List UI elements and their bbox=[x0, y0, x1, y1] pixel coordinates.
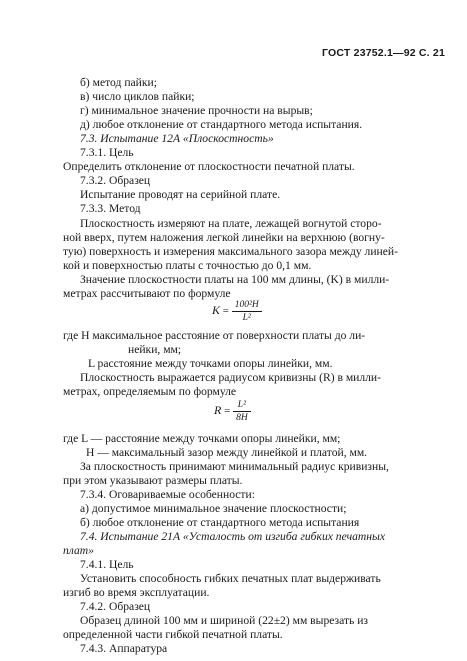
paragraph-line: при этом указывают размеры платы. bbox=[63, 474, 243, 487]
list-item-v: в) число циклов пайки; bbox=[80, 90, 195, 103]
paragraph-line: ной вверх, путем наложения легкой линейки на верхнюю (вогну- bbox=[63, 231, 385, 244]
formula-r bbox=[214, 400, 251, 423]
paragraph-line: метрах рассчитывают по формуле bbox=[63, 287, 231, 300]
definition-line: L расстояние между точками опоры линейки, мм. bbox=[88, 357, 333, 370]
definition-line: где L — расстояние между точками опоры линейки, мм; bbox=[63, 432, 341, 445]
subsection-heading: 7.4.3. Аппаратура bbox=[80, 642, 168, 655]
formula-r-fraction bbox=[233, 400, 251, 423]
formula-r-lhs: R bbox=[214, 403, 222, 418]
paragraph-line: Установить способность гибких печатных плат выдерживать bbox=[80, 572, 381, 585]
paragraph-line: кой и поверхностью платы с точностью до 0,1 мм. bbox=[63, 259, 312, 272]
formula-k-numerator: 100²H bbox=[232, 300, 262, 312]
list-item-d: д) любое отклонение от стандартного метода испытания. bbox=[80, 118, 363, 131]
formula-k bbox=[212, 300, 262, 323]
paragraph-line: Образец длиной 100 мм и шириной (22±2) мм вырезать из bbox=[80, 614, 368, 627]
paragraph-line: Определить отклонение от плоскостности печатной платы. bbox=[63, 160, 355, 173]
section-heading-7-4-cont: плат» bbox=[63, 544, 94, 557]
formula-k-equals: = bbox=[222, 305, 229, 318]
paragraph-line: Значение плоскостности платы на 100 мм длины, (K) в милли- bbox=[80, 273, 390, 286]
formula-k-lhs: K bbox=[212, 303, 221, 318]
paragraph-line: Плоскостность выражается радиусом кривизны (R) в милли- bbox=[80, 371, 382, 384]
definition-line: H — максимальный зазор между линейкой и платой, мм. bbox=[86, 446, 368, 459]
list-item-g: г) минимальное значение прочности на вырыв; bbox=[80, 104, 313, 117]
definition-line: нейки, мм; bbox=[128, 343, 182, 356]
formula-r-equals: = bbox=[224, 405, 231, 418]
paragraph-line: изгиб во время эксплуатации. bbox=[63, 586, 210, 599]
subsection-heading: 7.4.1. Цель bbox=[80, 558, 134, 571]
subsection-heading: 7.4.2. Образец bbox=[80, 600, 151, 613]
subsection-heading: 7.3.4. Оговариваемые особенности: bbox=[80, 488, 255, 501]
formula-r-denominator: 8H bbox=[236, 413, 248, 423]
page-header: ГОСТ 23752.1—92 С. 21 bbox=[322, 47, 445, 59]
list-item-b2: б) любое отклонение от стандартного метода испытания bbox=[80, 516, 360, 529]
formula-r-numerator: L² bbox=[233, 400, 251, 412]
formula-k-fraction bbox=[232, 300, 262, 323]
subsection-heading: 7.3.1. Цель bbox=[80, 146, 134, 159]
formula-k-denominator: L² bbox=[242, 313, 251, 323]
list-item-a: а) допустимое минимальное значение плоскостности; bbox=[80, 502, 347, 515]
paragraph-line: Плоскостность измеряют на плате, лежащей вогнутой сторо- bbox=[80, 217, 382, 230]
paragraph-line: тую) поверхность и измерения максимального зазора между линей- bbox=[63, 245, 398, 258]
paragraph-line: определенной части гибкой печатной платы. bbox=[63, 628, 283, 641]
subsection-heading: 7.3.2. Образец bbox=[80, 174, 151, 187]
list-item-b: б) метод пайки; bbox=[80, 76, 157, 89]
definition-line: где H максимальное расстояние от поверхности платы до ли- bbox=[63, 329, 366, 342]
subsection-heading: 7.3.3. Метод bbox=[80, 202, 141, 215]
paragraph-line: За плоскостность принимают минимальный радиус кривизны, bbox=[80, 460, 389, 473]
paragraph-line: Испытание проводят на серийной плате. bbox=[80, 188, 281, 201]
section-heading-7-4: 7.4. Испытание 21А «Усталость от изгиба гибких печатных bbox=[80, 530, 386, 543]
paragraph-line: метрах, определяемым по формуле bbox=[63, 385, 237, 398]
section-heading-7-3: 7.3. Испытание 12А «Плоскостность» bbox=[80, 132, 274, 145]
